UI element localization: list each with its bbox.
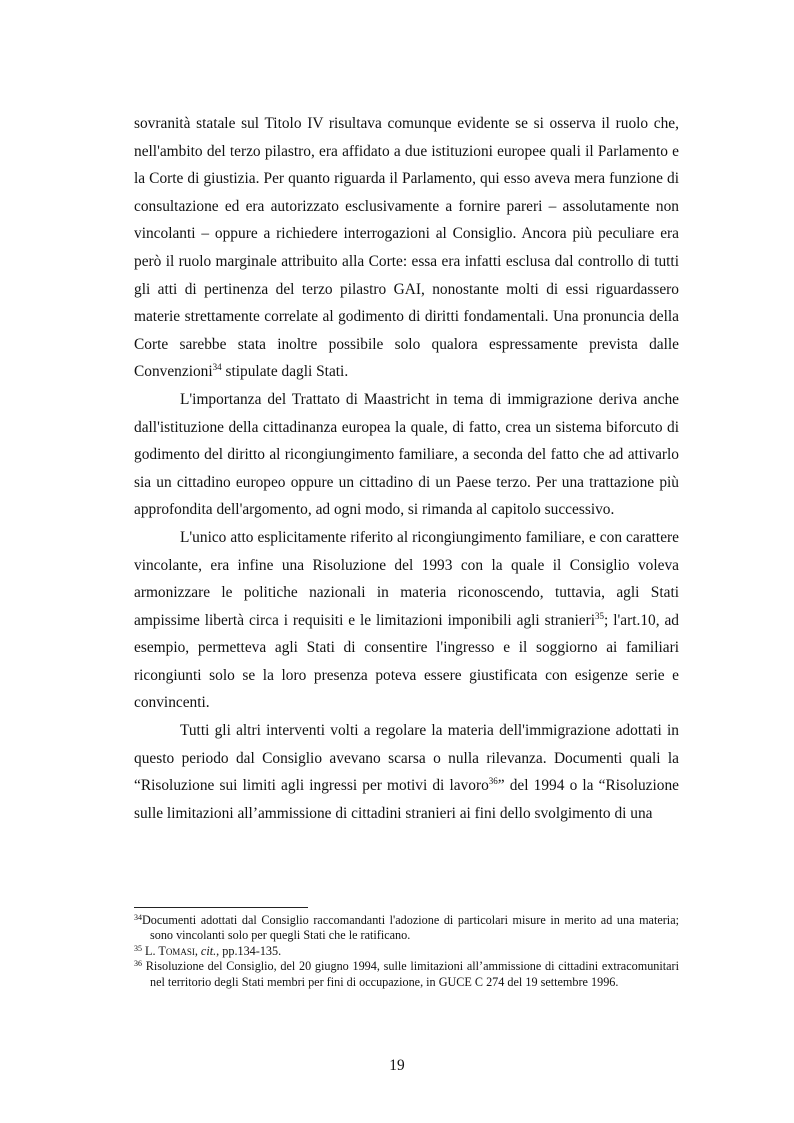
footnotes [134,913,679,990]
footnote-36 [134,959,679,990]
page-number: 19 [389,1057,405,1074]
footnote-35 [134,944,679,959]
paragraph-3 [134,524,679,717]
paragraph-4-text-end: ” del 1994 o la “Risoluzione sulle limitazioni all’ammissione di cittadini stranieri ai fini dello svolgimento di una [134,777,679,822]
paragraph-1-text-end: stipulate dagli Stati. [221,363,349,381]
footnote-ref-35: 35 [595,610,605,621]
footnote-text: Risoluzione del Consiglio, del 20 giugno 1994, sulle limitazioni all’ammissione di cittadini extracomunitari nel territorio degli Stati membri per fini di occupazione, in GUCE C 274 del 19 settembre 1996. [145,959,680,989]
paragraph-1-text: sovranità statale sul Titolo IV risultava comunque evidente se si osserva il ruolo che, nell'ambito del terzo pilastro, era affidato a due istituzioni europee quali il Parlamento e la Corte di giustizia. Per quanto riguarda il Parlamento, qui esso aveva mera funzione di consultazione ed era autorizzato esclusivamente a fornire pareri – assolutamente non vincolanti – oppure a richiedere interrogazioni al Consiglio. Ancora più peculiare era però il ruolo marginale attribuito alla Corte: essa era infatti esclusa dal controllo di tutti gli atti di pertinenza del terzo pilastro GAI, nonostante molti di essi riguardassero materie strettamente correlate al godimento di diritti fondamentali. Una pronuncia della Corte sarebbe stata inoltre possibile solo qualora espressamente prevista dalle Convenzioni [134,115,679,381]
footnote-separator-text: , [194,943,201,958]
footnote-34 [134,913,679,944]
paragraph-3-text-end: ; l'art.10, ad esempio, permetteva agli Stati di consentire l'ingresso e il soggiorno ai familiari ricongiunti solo se la loro presenza poteva essere giustificata con esigenze serie e convincenti. [134,611,680,712]
footnote-author-initial: L. T [145,943,166,958]
paragraph-1 [134,110,679,386]
paragraph-4-text: Tutti gli altri interventi volti a regolare la materia dell'immigrazione adottati in questo periodo dal Consiglio avevano scarsa o nulla rilevanza. Documenti quali la “Risoluzione sui limiti agli ingressi per motivi di lavoro [134,722,679,795]
footnote-number: 36 [134,959,142,969]
footnote-separator [134,907,308,908]
paragraph-4 [134,717,679,827]
footnote-ref-34: 34 [212,362,222,373]
paragraph-3-text: L'unico atto esplicitamente riferito al ricongiungimento familiare, e con carattere vincolante, era infine una Risoluzione del 1993 con la quale il Consiglio voleva armonizzare le politiche nazionali in materia riconoscendo, tuttavia, agli Stati ampissime libertà circa i requisiti e le limitazioni imponibili agli stranieri [134,528,679,629]
footnote-author-name: omasi [165,943,195,958]
footnote-ref-36: 36 [488,776,498,787]
body-text [134,110,679,827]
footnote-text: Documenti adottati dal Consiglio raccomandanti l'adozione di particolari misure in merito ad una materia; sono vincolanti solo per quegli Stati che le ratificano. [142,913,679,943]
footnote-number: 35 [134,943,142,953]
footnote-cit: cit. [200,943,217,958]
footnote-number: 34 [134,913,142,922]
paragraph-2: L'importanza del Trattato di Maastricht in tema di immigrazione deriva anche dall'istituzione della cittadinanza europea la quale, di fatto, crea un sistema biforcuto di godimento del diritto al ricongiungimento familiare, a seconda del fatto che ad attivarlo sia un cittadino europeo oppure un cittadino di un Paese terzo. Per una trattazione più approfondita dell'argomento, ad ogni modo, si rimanda al capitolo successivo. [134,390,679,519]
footnote-pages: , pp.134-135. [216,943,282,958]
